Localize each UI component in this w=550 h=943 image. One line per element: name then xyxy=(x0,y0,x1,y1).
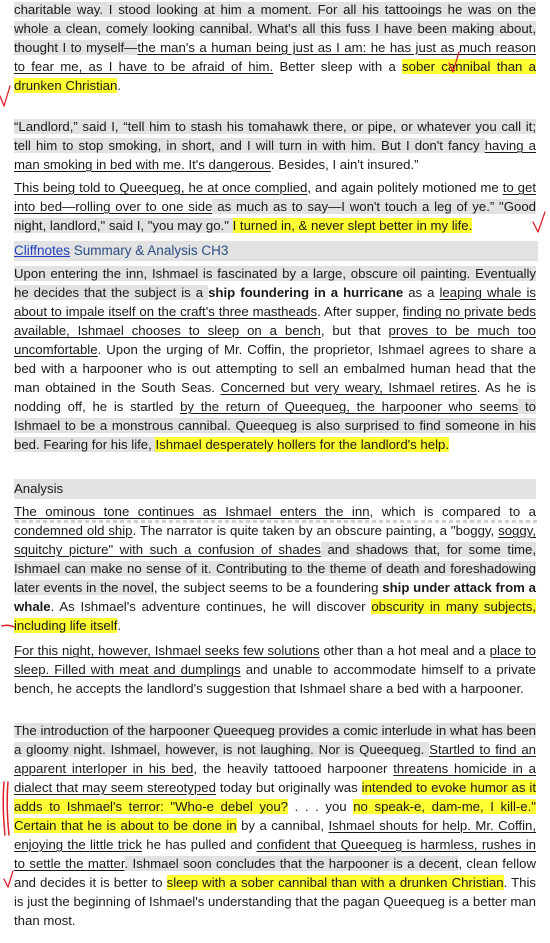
underlined-text: : he has just as much reason to fear me, as I have to be afraid of him. xyxy=(14,40,536,74)
underlined-text: to get into bed—rolling over to one side xyxy=(14,180,536,214)
section-heading xyxy=(14,241,538,261)
text-span: . After supper, xyxy=(317,304,403,319)
text-span: , and again politely motioned me xyxy=(307,180,503,195)
checkmark-icon xyxy=(0,86,10,106)
underlined-text: condemned old ship xyxy=(14,523,133,538)
text-span: The introduction of the harpooner Queequeg provides a comic interlude in what has been a gloomy night. Ishmael, however, is not laughing. Nor is Queequeg. xyxy=(14,723,536,757)
text-span: . As Ishmael's adventure continues, he will discover xyxy=(50,599,372,614)
faint-scribble-line xyxy=(15,520,539,523)
underlined-text: For this night, however, Ishmael seeks few solutions xyxy=(14,643,320,658)
text-span: charitable way. I stood looking at him a moment. For all his tattooings he was on the whole a clean, comely looking cannibal. What's all this fuss I have been making about, thought I to myself— xyxy=(14,2,536,55)
text-span: to Ishmael to be a monstrous cannibal. Queequeg is also surprised to find someone in his bed. Fearing for his life, xyxy=(14,399,536,452)
highlighted-text: sober cannibal than a drunken Christian xyxy=(14,59,536,93)
text-span: . Ishmael soon concludes that the harpooner is a decent xyxy=(124,856,459,871)
text-span: today but originally was xyxy=(215,780,362,795)
analysis-paragraph-3 xyxy=(14,721,536,930)
text-span: and shadows that, for some time, Ishmael can make no sense of it. Contributing to the theme of death and foreshadowing later events in the novel xyxy=(14,542,536,595)
underlined-text: soggy, squitchy picture" with such a confusion of shades xyxy=(14,523,536,557)
highlighted-text: no speak-e, dam-me, I kill-e." Certain that he is about to be done in xyxy=(14,799,536,833)
text-span: Better sleep with a xyxy=(273,59,403,74)
underlined-text: place to sleep. Filled with meat and dumplings xyxy=(14,643,536,677)
text-span: , but that xyxy=(320,323,389,338)
text-span: he has pulled and xyxy=(141,837,257,852)
novel-excerpt-paragraph-1 xyxy=(14,0,536,95)
cliffnotes-link[interactable]: Cliffnotes xyxy=(14,243,71,258)
text-span: other than a hot meal and a xyxy=(319,643,490,658)
underlined-text: by the return of Queequeg, the harpooner who seems xyxy=(180,399,519,414)
highlighted-text: sleep with a sober cannibal than with a drunken Christian xyxy=(166,875,504,890)
text-span: . This is just the beginning of Ishmael's understanding that the pagan Queequeg is a better man than most. xyxy=(14,875,536,928)
underlined-text: The ominous tone continues as Ishmael enters the inn xyxy=(14,504,370,519)
underlined-text: threatens homicide in a dialect that may seem stereotyped xyxy=(14,761,536,795)
summary-paragraph xyxy=(14,264,536,454)
analysis-paragraph-2 xyxy=(14,641,536,698)
underlined-text: Concerned but very weary, Ishmael retires xyxy=(220,380,477,395)
checkmark-icon xyxy=(4,871,13,887)
margin-bracket-icon xyxy=(3,782,5,835)
text-span: as a xyxy=(403,285,440,300)
text-span: . xyxy=(117,78,122,93)
underlined-text: having a man smoking in bed with me. It's dangerous xyxy=(14,138,537,172)
bold-text: ship under attack from a whale xyxy=(14,580,536,614)
highlighted-text: intended to evoke humor as it adds to Ishmael's terror: "Who-e debel you? xyxy=(14,780,536,814)
text-span: Upon entering the inn, Ishmael is fascinated by a large, obscure oil painting. Eventually he decides that the subject is a xyxy=(14,266,536,300)
text-span: . Besides, I ain't insured.” xyxy=(270,157,419,172)
highlighted-text: I turned in, & never slept better in my life. xyxy=(232,218,473,233)
bold-text: ship foundering in a hurricane xyxy=(208,285,404,300)
underlined-text: leaping whale is about to impale itself on the craft's three mastheads xyxy=(14,285,536,319)
highlighted-text: Ishmael desperately hollers for the landlord's help. xyxy=(155,437,450,452)
text-span: . The narrator is quite taken by an obscure painting, a "boggy, xyxy=(132,523,499,538)
text-span: by a cannibal, xyxy=(236,818,329,833)
text-span: , which is compared to a xyxy=(369,504,537,519)
novel-excerpt-paragraph-2 xyxy=(14,117,536,174)
underlined-text: confident that Queequeg is harmless, rushes in to settle the matter xyxy=(14,837,536,871)
underlined-text: proves to be much too uncomfortable xyxy=(14,323,536,357)
text-span: “Landlord,” said I, “tell him to stash his tomahawk there, or pipe, or whatever you call it; tell him to stop smoking, in short, and I will turn in with him. But I don't fancy xyxy=(14,119,536,153)
underlined-text: finding no private beds available, Ishmael chooses to sleep on a bench xyxy=(14,304,536,338)
text-span: as much as to say—I won't touch a leg of ye.” "Good night, landlord," said I, "you may go." xyxy=(14,199,536,233)
heading-text: Summary & Analysis CH3 xyxy=(70,243,229,258)
text-span: , the heavily tattooed harpooner xyxy=(193,761,394,776)
novel-excerpt-paragraph-3 xyxy=(14,178,536,235)
text-span: . . . you xyxy=(288,799,354,814)
text-span: , the subject seems to be a foundering xyxy=(153,580,383,595)
text-span: . As he is nodding off, he is startled xyxy=(14,380,536,414)
margin-bracket-icon xyxy=(7,782,9,835)
text-span: . xyxy=(117,618,122,633)
dash-mark-icon xyxy=(2,625,14,627)
underlined-text: Ishmael shouts for help. Mr. Coffin, enjoying the little trick xyxy=(14,818,537,852)
analysis-label: Analysis xyxy=(14,479,536,499)
text-span: . Upon the urging of Mr. Coffin, the proprietor, Ishmael agrees to share a bed with a harpooner who is out attempting to sell an embalmed human head that the man obtained in the South Seas. xyxy=(14,342,536,395)
highlighted-text: obscurity in many subjects, including life itself xyxy=(14,599,536,633)
underlined-text: the man's a human being just as I am xyxy=(137,40,363,55)
underlined-text: Startled to find an apparent interloper in his bed xyxy=(14,742,536,776)
text-span: , clean fellow and decides it is better to xyxy=(14,856,537,890)
text-span: and unable to accommodate himself to a private bench, he accepts the landlord's suggestion that Ishmael share a bed with a harpooner. xyxy=(14,662,536,696)
underlined-text: This being told to Queequeg, he at once complied xyxy=(14,180,308,195)
